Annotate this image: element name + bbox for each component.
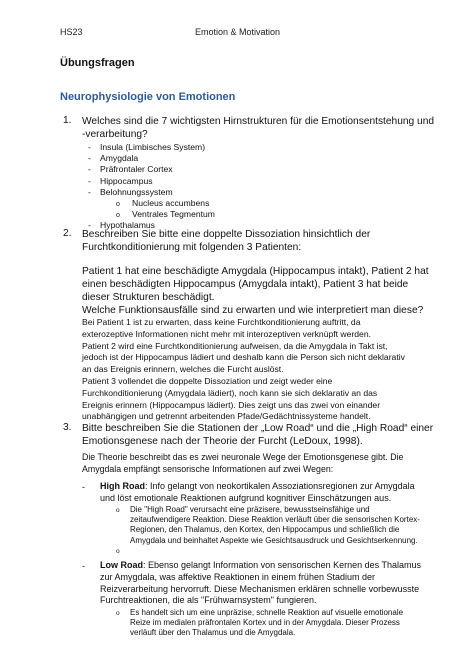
page-title: Übungsfragen [60,57,135,69]
question-3-intro [82,452,472,476]
list-item-label: Insula (Limbisches System) [100,142,206,152]
header-course-title: Emotion & Motivation [195,27,281,37]
list-item-label: Hypothalamus [100,220,155,231]
high-road-label: High Road [100,481,145,491]
dash-bullet: - [88,220,91,231]
high-road-text: : Info gelangt von neokortikalen Assoziationsregionen zur Amygdala [145,481,415,491]
list-item-label: Hippocampus [100,175,153,186]
detail-line: Es handelt sich um eine unpräzise, schnelle Reaktion auf visuelle emotionale [130,608,404,617]
question-2-line: Beschreiben Sie bitte eine doppelte Dissoziation hinsichtlich der [82,229,371,240]
sub-list-item [0,209,474,220]
question-2-line: Furchtkonditionierung mit folgenden 3 Patienten: [82,242,302,253]
low-road-line [100,560,472,572]
low-road-line-2: zur Amygdala, was affektive Reaktionen in einem frühen Stadium der [100,571,375,582]
circle-bullet: o [116,212,120,220]
detail-line: Reize im medialen präfrontalen Kortex und in der Amygdala. Dieser Prozess [130,618,400,628]
low-road-label: Low Road [100,560,143,570]
low-road-line-4: Furchtreaktionen, die als "Frühwarnsystem" fungieren. [100,595,317,606]
sub-list-item [0,198,474,209]
question-3-line: Bitte beschreiben Sie die Stationen der „Low Road“ und die „High Road“ einer [82,423,434,434]
high-road-block [100,481,472,505]
question-3-text [82,422,472,448]
question-1-text [82,115,472,141]
detail-line: Amygdala und beinhaltet Aspekte wie Gesichtsausdruck und Gesichtserkennung. [130,535,418,545]
list-item-label: Amygdala [100,153,139,164]
detail-line: verläuft über den Thalamus und die Amygdala. [130,628,296,638]
answer-line: Patient 2 wird eine Furchtkonditionierung aufweisen, da die Amygdala in Takt ist, [82,340,388,351]
high-road-detail [130,505,474,546]
sub-list-item-label: Nucleus accumbens [132,197,210,208]
low-road-block [100,560,472,607]
detail-line: Regionen, den Thalamus, den Kortex, den Hippocampus und schließlich die [130,525,400,535]
structures-list [0,142,474,232]
question-3-line: Emotionsgenese nach der Theorie der Furcht (LeDoux, 1998). [82,436,363,447]
detail-line: Die "High Road" verursacht eine präzisere, bewusstseinsfähige und [130,505,370,514]
section-heading: Neurophysiologie von Emotionen [60,91,236,103]
answer-line: Furchkonditionierung (Amygdala lädiert), noch kann sie sich deklarativ an das [82,387,378,398]
question-1-line: -verarbeitung? [82,129,148,140]
dash-bullet: - [88,186,91,197]
sub-list-item-label: Ventrales Tegmentum [132,209,215,220]
question-2-answer [82,317,472,423]
low-road-line-3: Reizverarbeitung hervorruft. Diese Mechanismen erklären schnelle vorbewusste [100,583,420,594]
circle-bullet: o [116,507,120,514]
low-road-detail [130,608,474,639]
answer-line: exterozeptive Informationen nicht mehr mit interozeptiven verknüpft werden. [82,328,371,339]
dash-bullet: - [88,142,91,152]
list-item [0,176,474,187]
question-2-number: 2. [63,228,72,239]
list-item [0,153,474,164]
header-course-code: HS23 [60,27,83,37]
answer-line: Bei Patient 1 ist zu erwarten, dass keine Furchtkonditionierung auftritt, da [82,317,361,327]
patients-line: einen beschädigten Hippocampus (Amygdala intakt), Patient 3 hat beide [82,279,409,290]
patients-line: Welche Funktionsausfälle sind zu erwarten und wie interpretiert man diese? [82,305,424,316]
answer-line: Patient 3 vollendet die doppelte Dissoziation und zeigt weder eine [82,375,333,386]
circle-bullet: o [116,548,120,555]
high-road-line-2: und löst emotionale Reaktionen aufgrund kognitiver Einschätzungen aus. [100,492,392,503]
answer-line: unabhängigen und getrennt arbeitenden Pfade/Gedächtnissysteme handelt. [82,411,371,422]
intro-line: Amygdala empfängt sensorische Informationen auf zwei Wegen: [82,463,334,474]
dash-bullet: - [88,153,91,164]
patients-line: dieser Strukturen beschädigt. [82,292,215,303]
question-2-patients [82,265,472,317]
high-road-line [100,481,472,493]
dash-bullet: - [88,164,91,175]
list-item [0,164,474,175]
high-road-dash: - [82,482,85,492]
low-road-dash: - [82,561,85,571]
answer-line: jedoch ist der Hippocampus lädiert und deshalb kann die Person sich nicht deklarativ [82,352,405,363]
question-1-number: 1. [63,115,72,126]
dash-bullet: - [88,175,91,186]
answer-line: an das Ereignis erinnern, welches die Furcht auslöst. [82,364,284,375]
patients-line: Patient 1 hat eine beschädigte Amygdala (Hippocampus intakt), Patient 2 hat [82,266,429,277]
list-item [0,142,474,153]
question-2-text [82,228,472,254]
question-1-line: Welches sind die 7 wichtigsten Hirnstrukturen für die Emotionsentstehung und [82,116,435,127]
list-item-label: Belohnungssystem [100,186,173,197]
list-item [0,187,474,198]
answer-line: Ereignis erinnern (Hippocampus lädiert). Dies zeigt uns das zwei von einander [82,399,381,410]
low-road-text: : Ebenso gelangt Information von sensorischen Kernen des Thalamus [143,560,422,570]
detail-line: zeitaufwendigere Reaktion. Diese Reaktion verläuft über die sensorischen Kortex- [130,515,420,525]
circle-bullet: o [116,200,120,208]
intro-line: Die Theorie beschreibt das es zwei neuronale Wege der Emotionsgenese gibt. Die [82,452,404,462]
list-item-label: Präfrontaler Cortex [100,164,173,175]
circle-bullet: o [116,610,120,617]
question-3-number: 3. [63,422,72,433]
